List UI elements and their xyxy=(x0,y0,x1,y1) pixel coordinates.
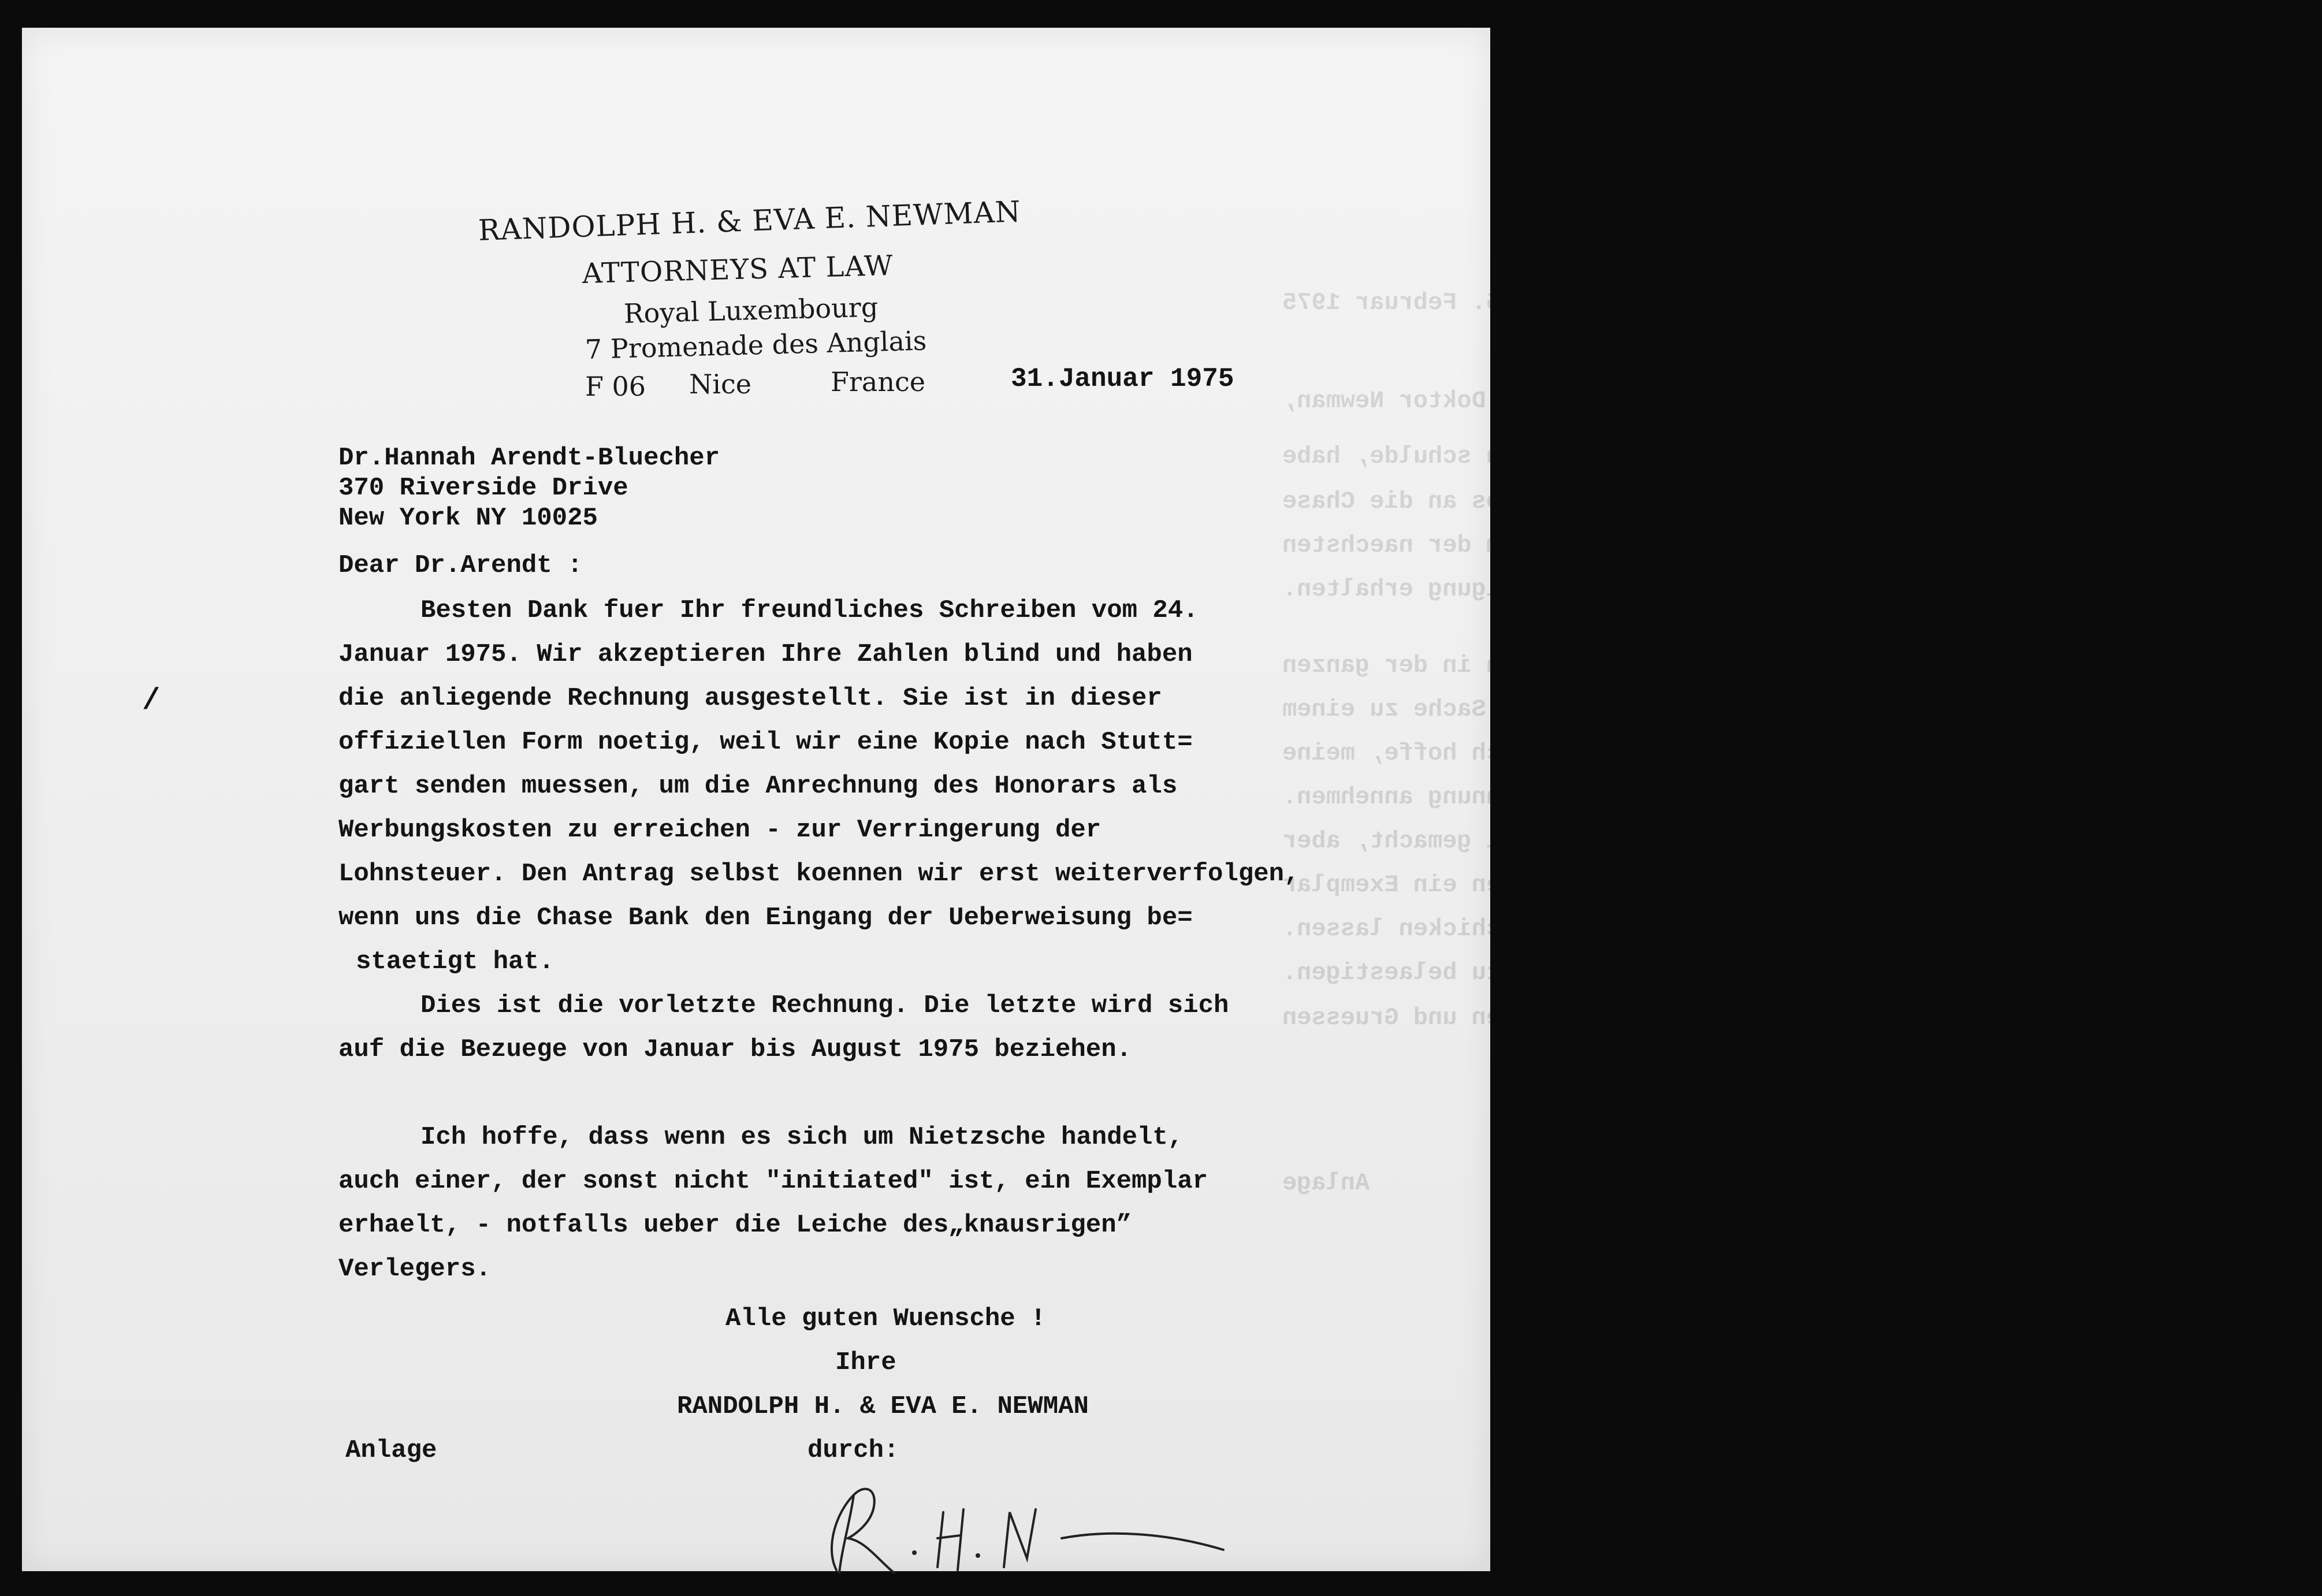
body-line: auf die Bezuege von Januar bis August 1975 beziehen. xyxy=(338,1035,1132,1064)
margin-mark: / xyxy=(142,684,161,718)
body-line: Januar 1975. Wir akzeptieren Ihre Zahlen blind und haben xyxy=(338,640,1193,669)
letter-sheet xyxy=(22,28,2171,1571)
body-line: die anliegende Rechnung ausgestellt. Sie ist in dieser xyxy=(338,684,1162,713)
ghost-line: guten Abschluss bringen konnten. Ich hoffe, meine xyxy=(1282,739,1996,767)
ghost-line: Es tut mir leid, Sie heute noch zu belaestigen. xyxy=(1282,959,1967,987)
ghost-line: schicken lassen. xyxy=(1282,915,1516,943)
body-line: auch einer, der sonst nicht "initiated" ist, ein Exemplar xyxy=(338,1167,1208,1196)
ghost-line: 5. Februar 1975 xyxy=(1282,289,1501,317)
body-line: Dies ist die vorletzte Rechnung. Die letzte wird sich xyxy=(421,991,1229,1020)
ghost-line: Tage die Benachrichtigung erhalten. xyxy=(1282,575,1792,603)
letterhead-country: France xyxy=(831,366,925,397)
body-line: Lohnsteuer. Den Antrag selbst koennen wir erst weiterverfolgen, xyxy=(338,860,1300,888)
recipient-city: New York NY 10025 xyxy=(338,504,598,533)
closing-wishes: Alle guten Wuensche ! xyxy=(725,1304,1046,1333)
closing-durch: durch: xyxy=(808,1436,899,1465)
body-line: Ich hoffe, dass wenn es sich um Nietzsche handelt, xyxy=(421,1123,1184,1152)
body-line: Besten Dank fuer Ihr freundliches Schreiben vom 24. xyxy=(421,596,1199,625)
salutation: Dear Dr.Arendt : xyxy=(338,551,583,580)
ghost-line: Manhattan Bank geschickt; Sie duerften an einem der naechsten xyxy=(1282,531,2171,559)
handwritten-signature xyxy=(819,1472,1235,1587)
ghost-line: Lieber Herr Doktor Newman, xyxy=(1282,387,1661,415)
ghost-line: Angelegenheit und freue mich, dass wir die Sache zu einem xyxy=(1282,695,2112,723)
letter-date: 31.Januar 1975 xyxy=(1011,364,1234,394)
body-line: wenn uns die Chase Bank den Eingang der Ueberweisung be= xyxy=(338,903,1193,932)
ghost-line: Steuerberater in Stuttgart werden Ihre Rechnung annehmen. xyxy=(1282,783,2112,811)
body-line: gart senden muessen, um die Anrechnung des Honorars als xyxy=(338,772,1178,801)
enclosure-note: Anlage xyxy=(345,1436,437,1465)
body-line: offiziellen Form noetig, weil wir eine Kopie nach Stutt= xyxy=(338,728,1193,757)
body-line: staetigt hat. xyxy=(356,947,555,976)
ghost-line: sobald das Buch erscheint, werde ich Ihnen ein Exemplar xyxy=(1282,871,2083,899)
ghost-line: den Scheck mit dem Betrag, den ich Ihnen schulde, habe xyxy=(1282,442,2069,470)
body-line: Verlegers. xyxy=(338,1255,492,1284)
ghost-line: Ich danke Ihnen sehr fuer Ihre Bemuehungen in der ganzen xyxy=(1282,652,2098,679)
letterhead-profession: ATTORNEYS AT LAW xyxy=(582,249,894,290)
letterhead-firm: RANDOLPH H. & EVA E. NEWMAN xyxy=(477,195,1022,247)
closing-ihre: Ihre xyxy=(835,1348,896,1377)
letterhead-city: Nice xyxy=(689,369,751,400)
ghost-line: Mit besten Empfehlungen und Gruessen xyxy=(1282,1004,1807,1032)
letterhead-building: Royal Luxembourg xyxy=(623,291,879,329)
recipient-name: Dr.Hannah Arendt-Bluecher xyxy=(338,444,720,473)
body-line: erhaelt, - notfalls ueber die Leiche des„knausrigen” xyxy=(338,1211,1132,1240)
recipient-street: 370 Riverside Drive xyxy=(338,474,628,503)
ghost-line: ich am 5. Februar zugunsten Ihres Kontos an die Chase xyxy=(1282,488,2054,515)
closing-firm: RANDOLPH H. & EVA E. NEWMAN xyxy=(677,1392,1089,1421)
body-line: Werbungskosten zu erreichen - zur Verringerung der xyxy=(338,816,1102,844)
letterhead-street: 7 Promenade des Anglais xyxy=(585,325,927,365)
ghost-line: Anlage xyxy=(1282,1169,1370,1197)
ghost-line: Mit Nietzsche habe ich noch nicht viel gemacht, aber xyxy=(1282,827,2040,855)
letterhead-dept: F 06 xyxy=(585,371,646,402)
